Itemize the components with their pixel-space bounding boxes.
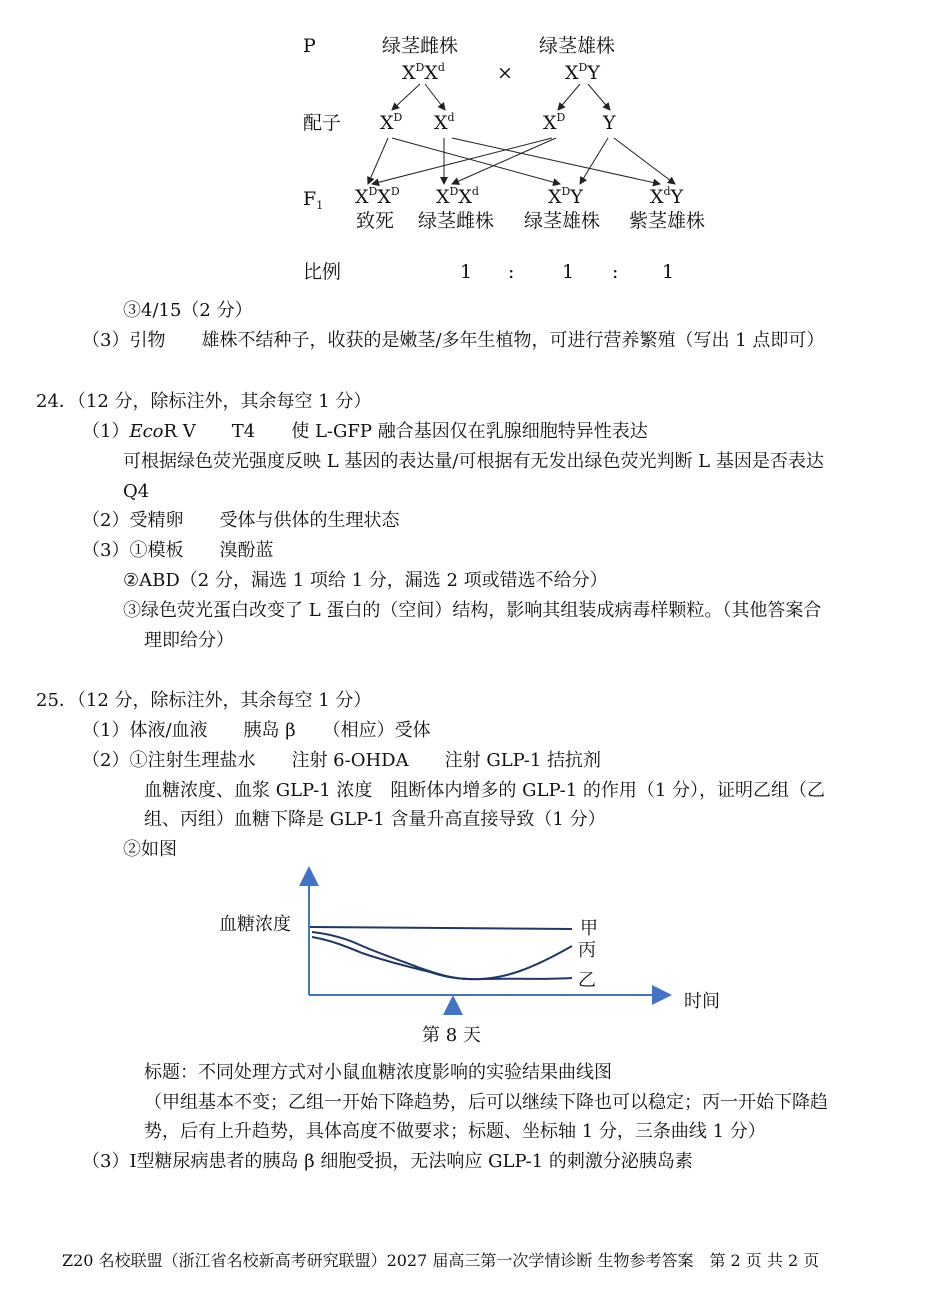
sketch-scoring-note: （甲组基本不变；乙组一开始下降趋势，后可以继续下降也可以稳定；丙一开始下降趋 bbox=[144, 1092, 828, 1113]
sketch-day8-label: 第 8 天 bbox=[422, 1025, 481, 1046]
female-parent-genotype: $X^DX^d$ bbox=[402, 61, 445, 84]
curve-yi bbox=[312, 937, 572, 979]
answer-line-24-1-note: 可根据绿色荧光强度反映 L 基因的表达量/可根据有无发出绿色荧光判断 L 基因是否表达 bbox=[123, 451, 824, 472]
gamete-male-1: $X^D$ bbox=[543, 111, 566, 134]
answer-line-24-2: （2）受精卵 受体与供体的生理状态 bbox=[82, 510, 400, 531]
answer-line-25-1: （1）体液/血液 胰岛 β （相应）受体 bbox=[82, 720, 431, 741]
answer-line-24-1-q4: Q4 bbox=[123, 481, 150, 502]
female-parent-label: 绿茎雌株 bbox=[382, 35, 459, 57]
offspring-4-phenotype: 紫茎雄株 bbox=[629, 210, 706, 232]
answer-line-23-3: （3）引物 雄株不结种子，收获的是嫩茎/多年生植物，可进行营养繁殖（写出 1 点即可） bbox=[82, 330, 825, 351]
answer-line-25-2-1-cont: 组、丙组）血糖下降是 GLP-1 含量升高直接导致（1 分） bbox=[144, 809, 606, 830]
row-label-f1: $F_1$ bbox=[303, 188, 324, 212]
row-label-p: P bbox=[303, 35, 316, 57]
answer-line-25-3: （3）Ⅰ型糖尿病患者的胰岛 β 细胞受损，无法响应 GLP-1 的刺激分泌胰岛素 bbox=[82, 1151, 693, 1172]
question-24-heading: 24．（12 分，除标注外，其余每空 1 分） bbox=[36, 391, 372, 412]
cross-symbol: × bbox=[497, 62, 513, 84]
male-parent-genotype: $X^DY$ bbox=[565, 61, 600, 84]
curve-bing bbox=[312, 932, 572, 979]
answer-line-23-2-3: ③4/15（2 分） bbox=[123, 300, 253, 321]
ratio-value-3: 1 bbox=[662, 261, 675, 283]
offspring-2-phenotype: 绿茎雌株 bbox=[418, 210, 495, 232]
offspring-3-phenotype: 绿茎雄株 bbox=[524, 210, 601, 232]
offspring-1-phenotype: 致死 bbox=[356, 210, 395, 232]
sketch-scoring-note-cont: 势，后有上升趋势，具体高度不做要求；标题、坐标轴 1 分，三条曲线 1 分） bbox=[144, 1121, 766, 1142]
answer-line-24-3-3: ③绿色荧光蛋白改变了 L 蛋白的（空间）结构，影响其组装成病毒样颗粒。（其他答案合 bbox=[123, 600, 822, 621]
answer-line-24-3-3-cont: 理即给分） bbox=[144, 630, 234, 651]
ratio-colon-2: : bbox=[612, 261, 619, 283]
answer-line-24-1: （1）EcoR Ⅴ T4 使 L-GFP 融合基因仅在乳腺细胞特异性表达 bbox=[82, 421, 648, 442]
answer-line-24-3-1: （3）①模板 溴酚蓝 bbox=[82, 540, 274, 561]
sketch-title-answer: 标题：不同处理方式对小鼠血糖浓度影响的实验结果曲线图 bbox=[144, 1062, 612, 1083]
answer-line-25-2-1: （2）①注射生理盐水 注射 6-OHDA 注射 GLP-1 拮抗剂 bbox=[82, 750, 602, 771]
curve-label-bing: 丙 bbox=[578, 940, 596, 961]
question-25-heading: 25．（12 分，除标注外，其余每空 1 分） bbox=[36, 690, 372, 711]
curve-label-jia: 甲 bbox=[580, 918, 598, 939]
male-parent-label: 绿茎雄株 bbox=[539, 35, 616, 57]
offspring-1-genotype: $X^DX^D$ bbox=[355, 185, 400, 208]
ratio-value-1: 1 bbox=[460, 261, 473, 283]
sketch-x-label: 时间 bbox=[684, 991, 720, 1012]
gamete-male-2: Y bbox=[603, 112, 616, 134]
page-footer: Z20 名校联盟（浙江省名校新高考研究联盟）2027 届高三第一次学情诊断 生物参考答案 第 2 页 共 2 页 bbox=[62, 1251, 820, 1270]
curve-jia bbox=[310, 927, 572, 929]
gamete-female-1: $X^D$ bbox=[380, 111, 403, 134]
ratio-value-2: 1 bbox=[562, 261, 575, 283]
answer-line-25-2-1-note: 血糖浓度、血浆 GLP-1 浓度 阻断体内增多的 GLP-1 的作用（1 分），证明乙组（乙 bbox=[144, 780, 826, 801]
offspring-2-genotype: $X^DX^d$ bbox=[436, 185, 479, 208]
ratio-colon-1: : bbox=[508, 261, 515, 283]
sketch-y-label: 血糖浓度 bbox=[219, 914, 291, 935]
row-label-gamete: 配子 bbox=[303, 112, 342, 134]
answer-line-24-3-2: ②ABD（2 分，漏选 1 项给 1 分，漏选 2 项或错选不给分） bbox=[123, 570, 608, 591]
gamete-female-2: $X^d$ bbox=[434, 111, 455, 134]
curve-label-yi: 乙 bbox=[578, 970, 596, 991]
answer-line-25-2-2: ②如图 bbox=[123, 839, 177, 860]
row-label-ratio: 比例 bbox=[303, 261, 342, 283]
offspring-4-genotype: $X^dY$ bbox=[650, 185, 684, 208]
offspring-3-genotype: $X^DY$ bbox=[548, 185, 583, 208]
